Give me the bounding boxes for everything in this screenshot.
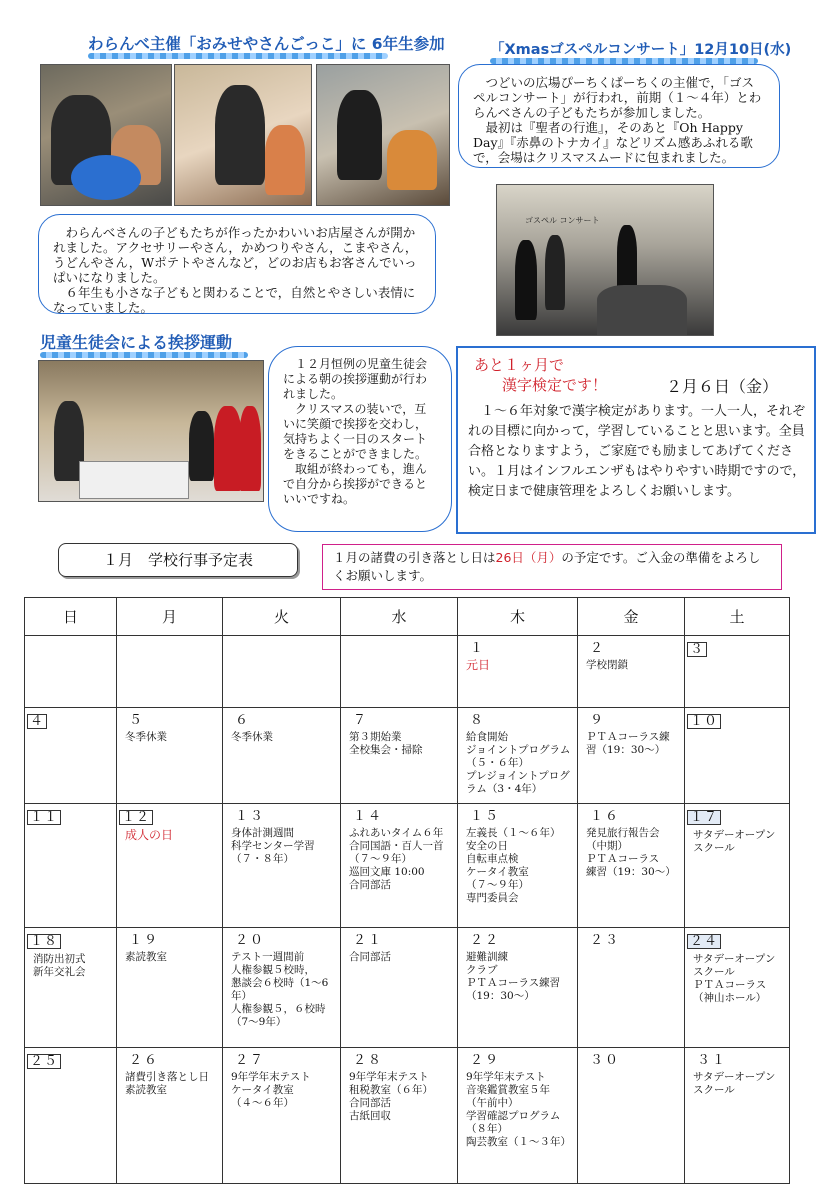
calendar-day-cell: [578, 928, 685, 1048]
calendar-day-events: 学校閉鎖: [586, 659, 628, 671]
calendar-header-cell: 日: [25, 598, 117, 636]
calendar-day-number: １９: [129, 933, 160, 948]
calendar-day-cell: [458, 636, 578, 708]
calendar-day-number: １０: [687, 714, 721, 729]
calendar-day-events: 素読教室: [125, 951, 167, 963]
calendar-day-number: ２５: [27, 1054, 61, 1069]
warabe-photo-2: [174, 64, 312, 206]
calendar-day-number: １４: [353, 809, 384, 824]
calendar-day-cell: [685, 708, 790, 804]
fee-notice-prefix: １月の諸費の引き落とし日は: [333, 550, 496, 565]
calendar-day-events: サタデーオープンスクール: [693, 1071, 776, 1096]
calendar-day-cell: [458, 804, 578, 928]
calendar-day-cell: [458, 708, 578, 804]
calendar-day-events: 合同部活: [349, 951, 391, 963]
calendar-header-cell: 木: [458, 598, 578, 636]
calendar-day-events: 給食開始 ジョイントプログラム（５・６年） プレジョイントプログラム（3・4年）: [466, 731, 571, 795]
greeting-title: 児童生徒会による挨拶運動: [40, 333, 233, 352]
greeting-photo: [38, 360, 264, 502]
calendar-day-cell: [223, 928, 341, 1048]
calendar-day-number: ３１: [697, 1053, 728, 1068]
calendar-header-cell: 火: [223, 598, 341, 636]
schedule-title-box: [58, 543, 298, 577]
calendar-day-number: １６: [590, 809, 621, 824]
calendar-day-events: 冬季休業: [125, 731, 167, 743]
calendar-body: [25, 636, 790, 1184]
calendar-day-number: １: [470, 641, 486, 656]
calendar-day-cell: [223, 1048, 341, 1184]
kanji-line1: あと１ヶ月で: [474, 356, 565, 374]
calendar-day-cell: [341, 636, 458, 708]
kanji-body: １～６年対象で漢字検定があります。一人一人，それぞれの目標に向かって，学習していることと思います。全員合格となりますよう，ご家庭でも励ましてあげてください。１月はインフルエンザもはやりやすい時期ですので，検定日まで健康管理をよろしくお願いします。: [468, 404, 806, 499]
warabe-title-decoration: [88, 53, 388, 59]
gospel-title: 「Xmasゴスペルコンサート」12月10日(水): [490, 42, 792, 58]
calendar-day-cell: [117, 708, 223, 804]
calendar-day-events: 左義長（１～６年） 安全の日 自転車点検 ケータイ教室 （７～９年） 専門委員会: [466, 827, 561, 904]
calendar-day-events: ふれあいタイム６年 合同国語・百人一首 （７～９年） 巡回文庫 10:00 合同部活: [349, 827, 444, 891]
calendar-day-cell: [685, 1048, 790, 1184]
calendar-day-events: 消防出初式 新年交礼会: [33, 953, 86, 978]
calendar-header-cell: 金: [578, 598, 685, 636]
calendar-day-cell: [685, 928, 790, 1048]
calendar-day-cell: [458, 1048, 578, 1184]
calendar-header-cell: 土: [685, 598, 790, 636]
calendar-day-number: １３: [235, 809, 266, 824]
calendar-week-row: [25, 708, 790, 804]
fee-notice: [322, 544, 782, 590]
calendar-day-cell: [117, 636, 223, 708]
calendar-day-number: ２２: [470, 933, 501, 948]
calendar-day-events: 第３期始業 全校集会・掃除: [349, 731, 423, 756]
calendar-day-cell: [117, 928, 223, 1048]
calendar-day-number: １８: [27, 934, 61, 949]
calendar-header-row: [25, 598, 790, 636]
gospel-body: つどいの広場ぴーちくぱーちくの主催で，「ゴスペルコンサート」が行われ，前期（１～４年）とわらんべさんの子どもたちが参加しました。 最初は『聖者の行進』，そのあと『Oh Happy Day』『赤鼻のトナカイ』などリズム感あふれる歌で，会場はクリスマスムードに包まれました。: [458, 64, 780, 168]
calendar-day-cell: [341, 708, 458, 804]
calendar-day-number: ７: [353, 713, 369, 728]
calendar-day-events: 身体計測週間 科学センター学習 （７・８年）: [231, 827, 315, 865]
warabe-photo-3: [316, 64, 450, 206]
calendar-day-number: ３: [687, 642, 707, 657]
calendar-day-number: ９: [590, 713, 606, 728]
calendar-day-cell: [117, 1048, 223, 1184]
calendar-day-events: 成人の日: [125, 828, 174, 842]
kanji-box: [456, 346, 816, 534]
calendar-day-events: 発見旅行報告会 （中期） ＰＴＡコーラス 練習（19：30～）: [586, 827, 676, 878]
gospel-photo: [496, 184, 714, 336]
calendar-day-number: ２０: [235, 933, 266, 948]
calendar-header-cell: 水: [341, 598, 458, 636]
calendar-day-cell: [341, 928, 458, 1048]
calendar-day-cell: [578, 1048, 685, 1184]
calendar-day-cell: [578, 636, 685, 708]
calendar-day-cell: [341, 804, 458, 928]
calendar-week-row: [25, 1048, 790, 1184]
calendar-day-cell: [578, 804, 685, 928]
calendar-week-row: [25, 804, 790, 928]
calendar-day-events: 冬季休業: [231, 731, 273, 743]
calendar-day-events: 諸費引き落とし日 素読教室: [125, 1071, 209, 1096]
calendar-day-cell: [25, 636, 117, 708]
calendar-day-cell: [223, 804, 341, 928]
calendar-day-cell: [117, 804, 223, 928]
calendar-day-number: ３０: [590, 1053, 621, 1068]
calendar-day-cell: [223, 636, 341, 708]
warabe-photo-1: [40, 64, 172, 206]
schedule-title: １月 学校行事予定表: [102, 551, 253, 569]
calendar-day-cell: [341, 1048, 458, 1184]
calendar-day-cell: [25, 804, 117, 928]
calendar-day-number: ２: [590, 641, 606, 656]
calendar-day-number: １２: [119, 810, 153, 825]
calendar-day-cell: [458, 928, 578, 1048]
calendar-day-number: １１: [27, 810, 61, 825]
gospel-photo-caption: ゴスペル コンサート: [525, 216, 600, 225]
calendar-day-number: ６: [235, 713, 251, 728]
calendar-day-events: テスト一週間前 人権参観５校時， 懇談会６校時（1～6年） 人権参観５，６校時 （7～9年）: [231, 951, 329, 1028]
calendar-day-events: サタデーオープンスクール: [693, 829, 776, 854]
calendar-day-number: １７: [687, 810, 721, 825]
calendar-day-number: ２７: [235, 1053, 266, 1068]
calendar-day-events: サタデーオープンスクール ＰＴＡコーラス （神山ホール）: [693, 953, 776, 1004]
calendar-day-events: 9年学年末テスト 音楽鑑賞教室５年 （午前中） 学習確認プログラム（８年） 陶芸教室（１～３年）: [466, 1071, 571, 1148]
calendar-day-cell: [685, 804, 790, 928]
greeting-body: １２月恒例の児童生徒会による朝の挨拶運動が行われました。 クリスマスの装いで，互いに笑顔で挨拶を交わし，気持ちよく一日のスタートをきることができました。 取組が終わっても，進んで自分から挨拶ができるといいですね。: [268, 346, 452, 532]
calendar-day-events: ＰＴＡコーラス練習（19：30～）: [586, 731, 670, 756]
warabe-title: わらんべ主催「おみせやさんごっこ」に 6年生参加: [88, 35, 445, 53]
calendar-header-cell: 月: [117, 598, 223, 636]
calendar-day-cell: [685, 636, 790, 708]
calendar-day-number: ２１: [353, 933, 384, 948]
calendar-day-number: ２３: [590, 933, 621, 948]
calendar-table: [24, 597, 790, 1184]
calendar-day-cell: [223, 708, 341, 804]
calendar-day-number: ２８: [353, 1053, 384, 1068]
calendar-day-cell: [25, 1048, 117, 1184]
calendar-day-number: １５: [470, 809, 501, 824]
calendar-day-number: ２９: [470, 1053, 501, 1068]
calendar-day-cell: [578, 708, 685, 804]
calendar-day-events: 避難訓練 クラブ ＰＴＡコーラス練習 （19：30～）: [466, 951, 561, 1002]
calendar-day-number: ８: [470, 713, 486, 728]
calendar-day-events: 9年学年末テスト 租税教室（６年） 合同部活 古紙回収: [349, 1071, 433, 1122]
greeting-title-decoration: [40, 352, 248, 358]
calendar-day-cell: [25, 708, 117, 804]
calendar-day-events: 9年学年末テスト ケータイ教室 （４～６年）: [231, 1071, 311, 1109]
kanji-line2: 漢字検定です！: [502, 376, 608, 394]
calendar-day-number: ５: [129, 713, 145, 728]
warabe-body: わらんべさんの子どもたちが作ったかわいいお店屋さんが開かれました。アクセサリーやさん，かめつりやさん，こまやさん，うどんやさん，Wポテトやさんなど，どのお店もお客さんでいっぱいになりました。 ６年生も小さな子どもと関わることで，自然とやさしい表情になっていました。: [38, 214, 436, 314]
calendar-day-cell: [25, 928, 117, 1048]
calendar-day-number: ２６: [129, 1053, 160, 1068]
calendar-day-number: ２４: [687, 934, 721, 949]
calendar-day-number: ４: [27, 714, 47, 729]
calendar-week-row: [25, 636, 790, 708]
fee-notice-suffix: の予定です。ご入金の準備をよろしくお願いします。: [333, 550, 761, 583]
calendar-week-row: [25, 928, 790, 1048]
calendar-day-events: 元日: [466, 658, 491, 672]
fee-notice-date: 26日（月）: [495, 550, 562, 565]
kanji-date: ２月６日（金）: [666, 377, 779, 396]
